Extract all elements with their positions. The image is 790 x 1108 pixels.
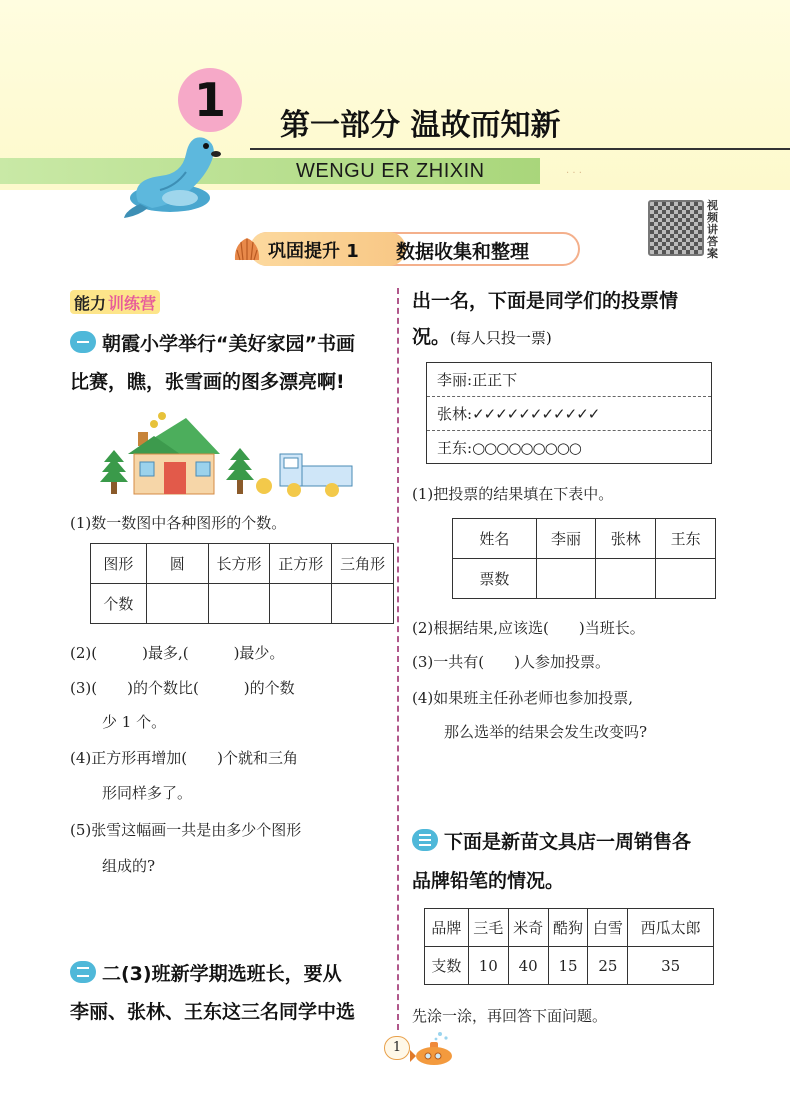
table-header-cell: 王东 xyxy=(656,519,716,559)
vote-row: 张林:✓✓✓✓✓✓✓✓✓✓✓ xyxy=(427,397,711,431)
chapter-number: 1 xyxy=(178,68,242,132)
table-value-cell: 25 xyxy=(588,947,628,985)
q2-number-badge xyxy=(70,961,96,983)
table-header-cell: 图形 xyxy=(91,544,147,584)
table-header-cell: 李丽 xyxy=(536,519,596,559)
column-divider xyxy=(397,288,399,1030)
decor-dots: · · · xyxy=(566,168,582,179)
vote-marks: ○○○○○○○○○ xyxy=(472,439,581,457)
vote-name: 张林 xyxy=(437,405,468,423)
q3-text-1: 下面是新苗文具店一周销售各 xyxy=(444,831,692,853)
q2-vote-table xyxy=(452,518,716,599)
vote-row: 王东:○○○○○○○○○ xyxy=(437,439,581,457)
q3-instruction: 先涂一涂，再回答下面问题。 xyxy=(412,1007,608,1025)
answer-cell[interactable] xyxy=(536,559,596,599)
vote-name: 李丽 xyxy=(437,371,468,389)
answer-cell[interactable] xyxy=(270,584,332,624)
table-row-label: 支数 xyxy=(425,947,469,985)
table-header-cell: 三毛 xyxy=(468,909,508,947)
table-header-cell: 品牌 xyxy=(425,909,469,947)
q1-line1 xyxy=(70,325,355,363)
table-header-cell: 三角形 xyxy=(332,544,394,584)
q2-cont-line2 xyxy=(412,318,552,357)
answer-cell[interactable] xyxy=(208,584,270,624)
q3-pencil-table xyxy=(424,908,714,985)
drawing-picture xyxy=(100,410,360,500)
q2-part4b: 那么选举的结果会发生改变吗? xyxy=(444,723,648,741)
q2-cont-text: 况。 xyxy=(412,326,451,348)
table-header-cell: 张林 xyxy=(596,519,656,559)
vote-marks: ✓✓✓✓✓✓✓✓✓✓✓ xyxy=(472,405,600,423)
q2-line1 xyxy=(70,955,342,993)
table-value-cell: 15 xyxy=(548,947,588,985)
answer-cell[interactable] xyxy=(146,584,208,624)
table-header-cell: 正方形 xyxy=(270,544,332,584)
page-subtitle: WENGU ER ZHIXIN xyxy=(296,160,485,182)
ability-badge xyxy=(70,290,160,314)
section-banner xyxy=(232,232,580,266)
header-rule xyxy=(250,148,790,150)
q1-part4b: 形同样多了。 xyxy=(102,784,193,802)
table-row-label: 票数 xyxy=(453,559,537,599)
seal-mascot-icon xyxy=(120,120,230,220)
q1-part3b: 少 1 个。 xyxy=(102,713,167,731)
q1-part4a: (4)正方形再增加( )个就和三角 xyxy=(70,749,298,767)
q1-part5b: 组成的? xyxy=(102,857,156,875)
table-header-cell: 姓名 xyxy=(453,519,537,559)
q1-line2: 比赛，瞧，张雪画的图多漂亮啊! xyxy=(70,371,345,393)
q1-number-badge xyxy=(70,331,96,353)
table-header-cell: 长方形 xyxy=(208,544,270,584)
page-number: 1 xyxy=(384,1036,410,1060)
ability-label-2: 训练营 xyxy=(108,293,157,313)
table-value-cell: 10 xyxy=(468,947,508,985)
q3-number-badge xyxy=(412,829,438,851)
qr-label: 视频讲答案 xyxy=(707,199,718,260)
table-row-label: 个数 xyxy=(91,584,147,624)
q2-cont-note: (每人只投一票) xyxy=(450,329,552,347)
q2-part1: (1)把投票的结果填在下表中。 xyxy=(412,485,614,503)
answer-cell[interactable] xyxy=(596,559,656,599)
table-header-cell: 白雪 xyxy=(588,909,628,947)
vote-row: 李丽:正正下 xyxy=(427,363,711,397)
banner-topic: 数据收集和整理 xyxy=(396,241,530,263)
answer-cell[interactable] xyxy=(332,584,394,624)
q1-part1: (1)数一数图中各种图形的个数。 xyxy=(70,514,287,532)
banner-label: 巩固提升 1 xyxy=(268,241,359,262)
q1-part2: (2)( )最多,( )最少。 xyxy=(70,644,285,662)
submarine-icon xyxy=(410,1030,456,1070)
answer-cell[interactable] xyxy=(656,559,716,599)
q1-part3a: (3)( )的个数比( )的个数 xyxy=(70,679,295,697)
ability-label-1: 能力 xyxy=(74,293,107,313)
q2-text-1: 二(3)班新学期选班长，要从 xyxy=(102,963,342,985)
q3-line1 xyxy=(412,823,691,861)
table-header-cell: 酷狗 xyxy=(548,909,588,947)
table-header-cell: 米奇 xyxy=(508,909,548,947)
q3-line2: 品牌铅笔的情况。 xyxy=(412,870,565,892)
vote-marks: 正正下 xyxy=(472,371,518,389)
q2-part4a: (4)如果班主任孙老师也参加投票, xyxy=(412,689,634,707)
table-value-cell: 35 xyxy=(628,947,714,985)
table-header-cell: 圆 xyxy=(146,544,208,584)
shell-icon xyxy=(232,234,262,264)
q1-text-1: 朝霞小学举行“美好家园”书画 xyxy=(102,333,355,355)
q2-part3: (3)一共有( )人参加投票。 xyxy=(412,653,610,671)
vote-name: 王东 xyxy=(437,439,468,457)
q1-shape-table xyxy=(90,543,394,624)
vote-tally-box xyxy=(426,362,712,464)
q2-line2: 李丽、张林、王东这三名同学中选 xyxy=(70,1001,356,1023)
q2-cont-line1: 出一名，下面是同学们的投票情 xyxy=(412,290,679,312)
qr-code[interactable] xyxy=(648,200,704,256)
q2-part2: (2)根据结果,应该选( )当班长。 xyxy=(412,619,645,637)
table-header-cell: 西瓜太郎 xyxy=(628,909,714,947)
table-value-cell: 40 xyxy=(508,947,548,985)
q1-part5a: (5)张雪这幅画一共是由多少个图形 xyxy=(70,821,302,839)
page-title: 第一部分 温故而知新 xyxy=(280,108,561,143)
